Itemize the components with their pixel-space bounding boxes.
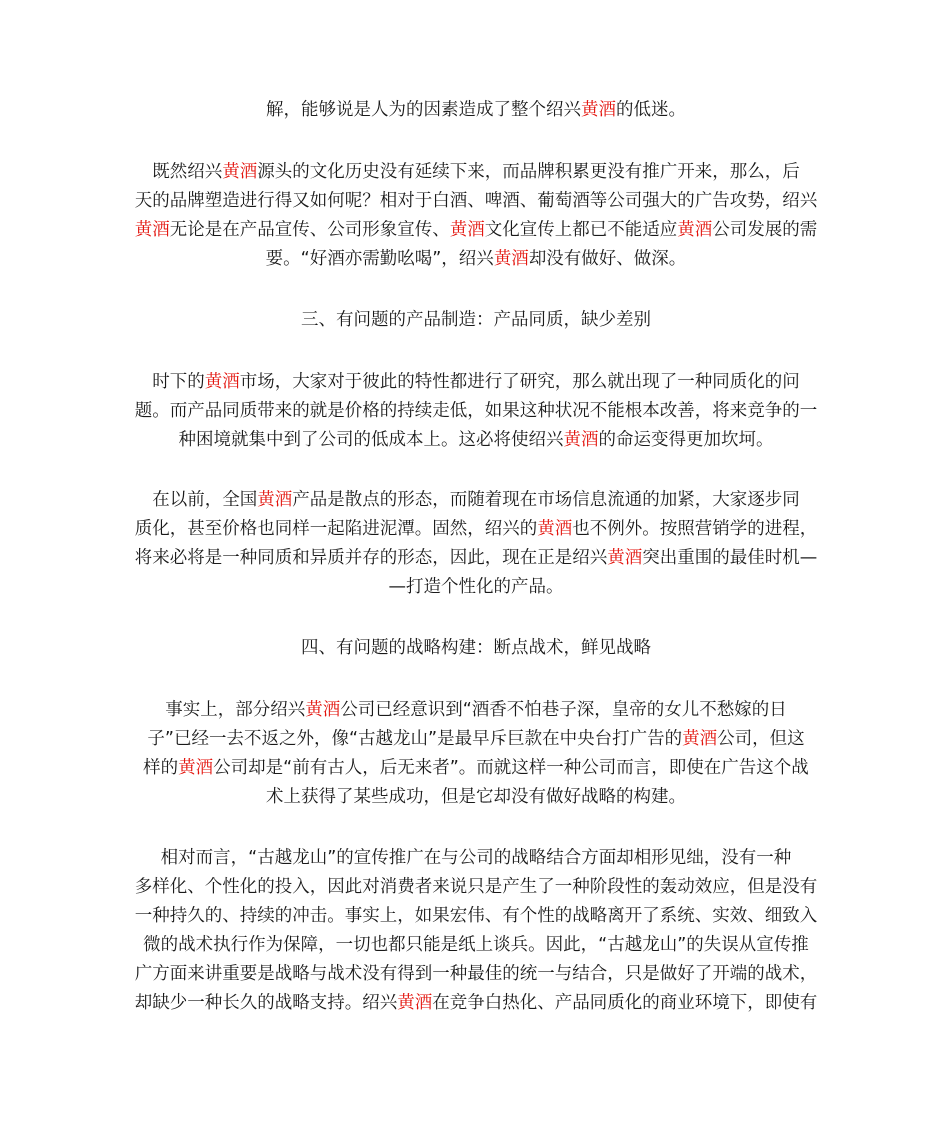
text-run: 的命运变得更加坎坷。 — [598, 430, 774, 450]
text-run: 要。“好酒亦需勤吆喝”，绍兴 — [265, 249, 494, 269]
text-line — [112, 783, 840, 812]
text-line — [112, 397, 840, 426]
highlighted-term: 黄酒 — [305, 700, 341, 720]
text-run: 微的战术执行作为保障，一切也都只能是纸上谈兵。因此，“古越龙山”的失误从宣传推 — [143, 935, 809, 955]
text-run: 公司却是“前有古人，后无来者”。而就这样一种公司而言，即使在广告这个战 — [213, 758, 809, 778]
text-run: 也不例外。按照营销学的进程， — [572, 519, 818, 539]
highlighted-term: 黄酒 — [204, 372, 240, 392]
text-line — [112, 544, 840, 573]
text-line — [112, 158, 840, 187]
text-line — [112, 515, 840, 544]
text-run: 将来必将是一种同质和异质并存的形态，因此，现在正是绍兴 — [134, 548, 608, 568]
section-heading: 三、有问题的产品制造：产品同质，缺少差别 — [301, 310, 651, 330]
text-run: 的低迷。 — [616, 100, 686, 120]
highlighted-term: 黄酒 — [563, 430, 599, 450]
paragraph — [112, 844, 840, 1018]
text-run: 既然绍兴 — [152, 162, 223, 182]
text-run: 产品是散点的形态，而随着现在市场信息流通的加紧，大家逐步同 — [292, 490, 800, 510]
highlighted-term: 黄酒 — [537, 519, 573, 539]
text-line — [112, 902, 840, 931]
paragraph — [112, 96, 840, 125]
text-run: 突出重围的最佳时机— — [642, 548, 818, 568]
highlighted-term: 黄酒 — [134, 220, 170, 240]
highlighted-term: 黄酒 — [397, 993, 433, 1013]
text-line — [112, 960, 840, 989]
text-run: 却缺少一种长久的战略支持。绍兴 — [134, 993, 398, 1013]
text-line — [112, 931, 840, 960]
highlighted-term: 黄酒 — [178, 758, 214, 778]
text-line — [112, 696, 840, 725]
text-run: 术上获得了某些成功，但是它却没有做好战略的构建。 — [266, 787, 686, 807]
text-run: 样的 — [143, 758, 179, 778]
text-run: 相对而言，“古越龙山”的宣传推广在与公司的战略结合方面却相形见绌，没有一种 — [160, 848, 792, 868]
text-run: 在竞争白热化、产品同质化的商业环境下，即使有 — [432, 993, 818, 1013]
text-run: 无论是在产品宣传、公司形象宣传、 — [169, 220, 450, 240]
text-line — [112, 573, 840, 602]
paragraph — [112, 696, 840, 812]
text-run: 却没有做好、做深。 — [528, 249, 687, 269]
highlighted-term: 黄酒 — [493, 249, 529, 269]
text-line — [112, 187, 840, 216]
highlighted-term: 黄酒 — [581, 100, 616, 120]
text-run: 事实上，部分绍兴 — [165, 700, 306, 720]
text-line — [112, 216, 840, 245]
text-run: 天的品牌塑造进行得又如何呢？相对于白酒、啤酒、葡萄酒等公司强大的广告攻势，绍兴 — [134, 191, 818, 211]
text-run: 多样化、个性化的投入，因此对消费者来说只是产生了一种阶段性的轰动效应，但是没有 — [134, 877, 818, 897]
text-run: 源头的文化历史没有延续下来，而品牌积累更没有推广开来，那么，后 — [257, 162, 800, 182]
text-line — [112, 754, 840, 783]
text-line — [112, 368, 840, 397]
highlighted-term: 黄酒 — [677, 220, 713, 240]
highlighted-term: 黄酒 — [222, 162, 258, 182]
text-line — [112, 989, 840, 1018]
text-run: 公司已经意识到“酒香不怕巷子深，皇帝的女儿不愁嫁的日 — [340, 700, 787, 720]
text-run: 广方面来讲重要是战略与战术没有得到一种最佳的统一与结合，只是做好了开端的战术， — [134, 964, 818, 984]
text-run: 质化，甚至价格也同样一起陷进泥潭。固然，绍兴的 — [134, 519, 538, 539]
text-run: 公司发展的需 — [712, 220, 818, 240]
text-line — [112, 873, 840, 902]
highlighted-term: 黄酒 — [607, 548, 643, 568]
text-line — [112, 725, 840, 754]
paragraph — [112, 368, 840, 455]
highlighted-term: 黄酒 — [257, 490, 293, 510]
text-run: 时下的 — [152, 372, 205, 392]
paragraph — [112, 158, 840, 274]
section-heading: 四、有问题的战略构建：断点战术，鲜见战略 — [301, 638, 651, 658]
highlighted-term: 黄酒 — [449, 220, 485, 240]
text-run: 在以前，全国 — [152, 490, 258, 510]
text-run: —打造个性化的产品。 — [388, 577, 564, 597]
text-line — [112, 486, 840, 515]
highlighted-term: 黄酒 — [682, 729, 718, 749]
text-run: 种困境就集中到了公司的低成本上。这必将使绍兴 — [178, 430, 564, 450]
text-line — [112, 245, 840, 274]
paragraph — [112, 486, 840, 602]
text-run: 子”已经一去不返之外，像“古越龙山”是最早斥巨款在中央台打广告的 — [147, 729, 683, 749]
text-line — [112, 844, 840, 873]
text-run: 解，能够说是人为的因素造成了整个绍兴 — [266, 100, 581, 120]
text-line — [112, 426, 840, 455]
text-line — [112, 96, 840, 125]
text-run: 文化宣传上都已不能适应 — [484, 220, 678, 240]
text-run: 一种持久的、持续的冲击。事实上，如果宏伟、有个性的战略离开了系统、实效、细致入 — [134, 906, 818, 926]
text-run: 题。而产品同质带来的就是价格的持续走低，如果这种状况不能根本改善，将来竞争的一 — [134, 401, 818, 421]
text-run: 公司，但这 — [717, 729, 805, 749]
text-run: 市场，大家对于彼此的特性都进行了研究，那么就出现了一种同质化的问 — [239, 372, 800, 392]
